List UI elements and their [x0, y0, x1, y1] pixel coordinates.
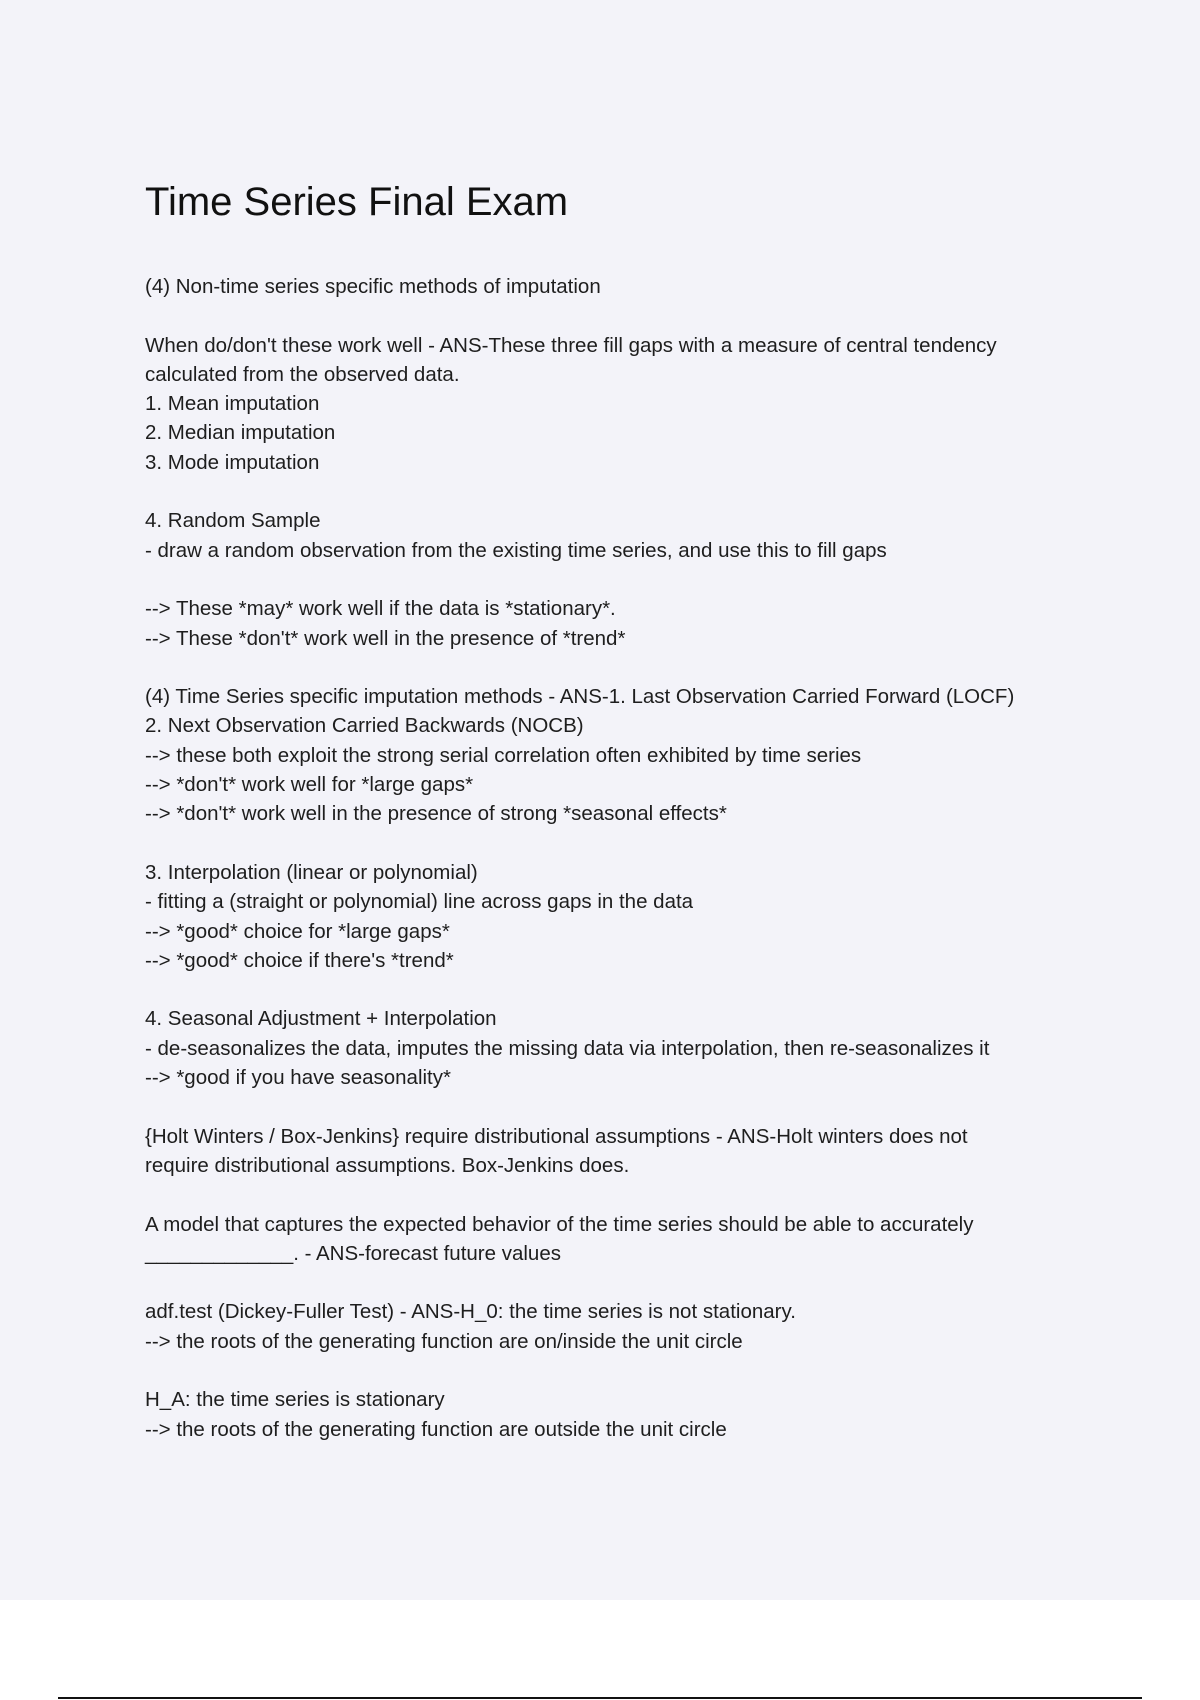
text-line: A model that captures the expected behavior of the time series should be able to accurately: [145, 1212, 974, 1236]
text-line: 2. Next Observation Carried Backwards (NOCB): [145, 714, 584, 738]
text-line: --> *don't* work well in the presence of strong *seasonal effects*: [145, 802, 727, 826]
text-line: --> these both exploit the strong serial correlation often exhibited by time series: [145, 743, 862, 767]
text-line: --> *don't* work well for *large gaps*: [145, 773, 474, 797]
text-line: 2. Median imputation: [145, 421, 336, 445]
text-line: --> These *may* work well if the data is *stationary*.: [145, 597, 616, 621]
text-line: --> *good if you have seasonality*: [145, 1066, 451, 1090]
text-line: --> the roots of the generating function are outside the unit circle: [145, 1417, 727, 1441]
text-line: When do/don't these work well - ANS-These three fill gaps with a measure of central tendency: [145, 333, 997, 357]
paragraph: [145, 682, 1145, 828]
paragraph: [145, 331, 1145, 477]
text-line: --> *good* choice for *large gaps*: [145, 919, 450, 943]
text-line: _____________. - ANS-forecast future values: [145, 1241, 561, 1265]
document-content: [145, 178, 1145, 1473]
text-line: (4) Non-time series specific methods of imputation: [145, 275, 601, 298]
text-line: --> These *don't* work well in the presence of *trend*: [145, 626, 626, 650]
text-line: 4. Random Sample: [145, 509, 321, 533]
paragraph: [145, 1004, 1145, 1092]
paragraph: [145, 506, 1145, 565]
text-line: 4. Seasonal Adjustment + Interpolation: [145, 1007, 497, 1031]
document-title: Time Series Final Exam: [145, 180, 569, 224]
text-line: --> *good* choice if there's *trend*: [145, 948, 454, 972]
text-line: - fitting a (straight or polynomial) line across gaps in the data: [145, 890, 694, 914]
paragraph: [145, 1210, 1145, 1269]
text-line: 1. Mean imputation: [145, 392, 320, 416]
paragraph: [145, 272, 1145, 301]
text-line: H_A: the time series is stationary: [145, 1388, 445, 1412]
paragraph: [145, 1122, 1145, 1181]
text-line: calculated from the observed data.: [145, 362, 460, 386]
paragraph: [145, 858, 1145, 975]
paragraph: [145, 594, 1145, 653]
paragraph: [145, 1385, 1145, 1444]
text-line: adf.test (Dickey-Fuller Test) - ANS-H_0: the time series is not stationary.: [145, 1300, 796, 1324]
text-line: {Holt Winters / Box-Jenkins} require distributional assumptions - ANS-Holt winters does not: [145, 1124, 968, 1148]
text-line: - draw a random observation from the existing time series, and use this to fill gaps: [145, 538, 887, 562]
text-line: 3. Mode imputation: [145, 450, 320, 474]
text-line: 3. Interpolation (linear or polynomial): [145, 860, 478, 884]
text-line: - de-seasonalizes the data, imputes the missing data via interpolation, then re-seasonalizes it: [145, 1036, 990, 1060]
text-line: (4) Time Series specific imputation methods - ANS-1. Last Observation Carried Forward (LOCF): [145, 685, 1015, 709]
page-divider: [58, 1697, 1142, 1699]
text-line: --> the roots of the generating function are on/inside the unit circle: [145, 1329, 743, 1353]
paragraph: [145, 1297, 1145, 1356]
document-body: [145, 272, 1145, 1444]
text-line: require distributional assumptions. Box-Jenkins does.: [145, 1153, 630, 1177]
